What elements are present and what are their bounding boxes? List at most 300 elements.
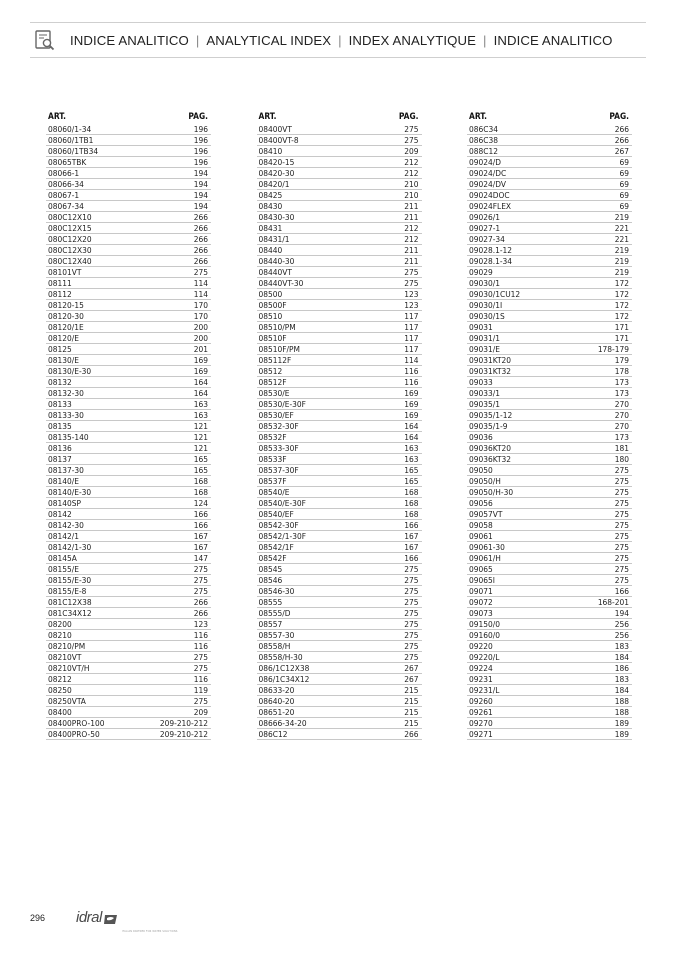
index-row — [467, 630, 632, 641]
page-ref: 275 — [614, 476, 629, 486]
page-ref: 166 — [193, 509, 208, 519]
page-ref: 124 — [193, 498, 208, 508]
index-row — [467, 289, 632, 300]
index-row — [46, 498, 211, 509]
index-row — [467, 597, 632, 608]
index-row — [257, 212, 422, 223]
page-ref: 256 — [614, 619, 629, 629]
page-ref: 275 — [404, 564, 419, 574]
page-ref: 211 — [404, 201, 419, 211]
index-row — [467, 135, 632, 146]
index-row — [257, 223, 422, 234]
page-ref: 123 — [193, 619, 208, 629]
page-ref: 169 — [193, 366, 208, 376]
page-ref: 201 — [193, 344, 208, 354]
index-row — [467, 619, 632, 630]
page-ref: 164 — [193, 377, 208, 387]
page-ref: 116 — [193, 674, 208, 684]
article-code: 08542F — [258, 553, 287, 563]
article-code: 09061/H — [469, 553, 501, 563]
article-code: 08112 — [48, 289, 72, 299]
index-row — [257, 421, 422, 432]
article-code: 08651-20 — [258, 707, 295, 717]
index-row — [257, 630, 422, 641]
page-ref: 275 — [404, 575, 419, 585]
index-row — [46, 553, 211, 564]
index-row — [467, 421, 632, 432]
page-ref: 167 — [404, 542, 419, 552]
article-code: 09071 — [469, 586, 493, 596]
page-ref: 275 — [404, 278, 419, 288]
page-ref: 275 — [404, 586, 419, 596]
article-code: 08420/1 — [258, 179, 290, 189]
article-code: 08133 — [48, 399, 72, 409]
index-column — [46, 111, 211, 740]
index-row — [467, 531, 632, 542]
article-code: 08510F — [258, 333, 287, 343]
page-ref: 266 — [193, 234, 208, 244]
article-code: 08250VTA — [48, 696, 86, 706]
page-ref: 184 — [614, 685, 629, 695]
page-ref: 219 — [614, 256, 629, 266]
index-row — [467, 322, 632, 333]
index-row — [257, 641, 422, 652]
article-code: 09073 — [469, 608, 493, 618]
index-row — [467, 608, 632, 619]
index-row — [467, 179, 632, 190]
index-row — [467, 586, 632, 597]
article-code: 08210VT — [48, 652, 82, 662]
page-ref: 114 — [404, 355, 419, 365]
article-code: 08430-30 — [258, 212, 295, 222]
article-code: 09270 — [469, 718, 493, 728]
index-row — [257, 278, 422, 289]
page-ref: 275 — [614, 553, 629, 563]
index-row — [46, 190, 211, 201]
index-row — [46, 201, 211, 212]
index-row — [257, 333, 422, 344]
index-row — [257, 300, 422, 311]
article-code: 09035/1-9 — [469, 421, 508, 431]
article-code: 09027-34 — [469, 234, 505, 244]
page-ref: 179 — [614, 355, 629, 365]
page-ref: 116 — [404, 366, 419, 376]
page-ref: 183 — [614, 641, 629, 651]
article-code: 08125 — [48, 344, 72, 354]
index-row — [46, 674, 211, 685]
page-ref: 169 — [404, 388, 419, 398]
index-row — [46, 388, 211, 399]
page-ref: 275 — [404, 597, 419, 607]
brand-tagline: ITALIAN PARTNER FOR WATER SOLUTIONS — [122, 930, 178, 933]
page-ref: 275 — [404, 652, 419, 662]
article-code: 09026/1 — [469, 212, 501, 222]
index-row — [46, 465, 211, 476]
index-row — [467, 245, 632, 256]
page-ref: 167 — [193, 531, 208, 541]
article-code: 09058 — [469, 520, 493, 530]
page-ref: 194 — [193, 168, 208, 178]
index-row — [46, 399, 211, 410]
index-row — [467, 377, 632, 388]
article-code: 08137-30 — [48, 465, 84, 475]
page-ref: 165 — [404, 465, 419, 475]
index-row — [46, 608, 211, 619]
article-code: 08555/D — [258, 608, 291, 618]
article-code: 08440-30 — [258, 256, 295, 266]
index-row — [257, 465, 422, 476]
index-row — [257, 344, 422, 355]
page-ref: 168 — [404, 509, 419, 519]
index-row — [257, 652, 422, 663]
page-ref: 212 — [404, 157, 419, 167]
page-ref: 170 — [193, 311, 208, 321]
page-ref: 167 — [404, 531, 419, 541]
article-code: 08540/E-30F — [258, 498, 306, 508]
page-ref: 117 — [404, 322, 419, 332]
article-code: 09050 — [469, 465, 493, 475]
index-row — [257, 366, 422, 377]
page-ref: 172 — [614, 289, 629, 299]
article-code: 081C12X38 — [48, 597, 92, 607]
article-code: 09029 — [469, 267, 493, 277]
art-header: ART. — [48, 111, 66, 121]
article-code: 08440VT — [258, 267, 292, 277]
page-ref: 266 — [193, 597, 208, 607]
index-row — [257, 146, 422, 157]
page-ref: 147 — [193, 553, 208, 563]
page-ref: 219 — [614, 245, 629, 255]
column-header — [467, 111, 632, 122]
article-code: 08542/1F — [258, 542, 294, 552]
article-code: 09150/0 — [469, 619, 501, 629]
page-ref: 266 — [193, 256, 208, 266]
page-ref: 275 — [404, 619, 419, 629]
article-code: 08066-1 — [48, 168, 80, 178]
index-row — [467, 498, 632, 509]
page-ref: 212 — [404, 234, 419, 244]
article-code: 08533F — [258, 454, 287, 464]
page-ref: 275 — [614, 531, 629, 541]
index-row — [46, 509, 211, 520]
page-ref: 275 — [193, 564, 208, 574]
page-ref: 116 — [193, 641, 208, 651]
page-ref: 270 — [614, 399, 629, 409]
page-ref: 275 — [193, 586, 208, 596]
article-code: 086C12 — [258, 729, 288, 739]
article-code: 09231 — [469, 674, 493, 684]
page-ref: 121 — [193, 443, 208, 453]
index-row — [467, 190, 632, 201]
index-row — [467, 465, 632, 476]
index-row — [467, 542, 632, 553]
article-code: 08510/PM — [258, 322, 296, 332]
page-ref: 209-210-212 — [159, 718, 208, 728]
index-row — [46, 377, 211, 388]
article-code: 09160/0 — [469, 630, 501, 640]
index-row — [46, 531, 211, 542]
index-row — [46, 542, 211, 553]
page-header — [30, 22, 646, 58]
index-row — [257, 289, 422, 300]
page-ref: 267 — [404, 674, 419, 684]
page-ref: 167 — [193, 542, 208, 552]
index-row — [467, 718, 632, 729]
article-code: 08557-30 — [258, 630, 295, 640]
article-code: 08060/1TB34 — [48, 146, 99, 156]
page-ref: 119 — [193, 685, 208, 695]
index-row — [467, 641, 632, 652]
index-row — [46, 355, 211, 366]
article-code: 08142 — [48, 509, 72, 519]
page-ref: 164 — [404, 421, 419, 431]
article-code: 08530/EF — [258, 410, 294, 420]
page-ref: 211 — [404, 245, 419, 255]
article-code: 08210 — [48, 630, 72, 640]
page-ref: 168 — [193, 476, 208, 486]
pag-header: PAG. — [398, 111, 419, 121]
index-row — [257, 135, 422, 146]
page-ref: 275 — [193, 575, 208, 585]
index-row — [467, 674, 632, 685]
article-code: 08140/E-30 — [48, 487, 92, 497]
page-ref: 189 — [614, 718, 629, 728]
article-code: 09033/1 — [469, 388, 501, 398]
article-code: 08067-34 — [48, 201, 84, 211]
brand-mark-icon — [104, 914, 118, 925]
page-ref: 209 — [193, 707, 208, 717]
index-row — [467, 663, 632, 674]
page-title — [70, 33, 612, 48]
article-code: 09024/D — [469, 157, 502, 167]
page-ref: 266 — [614, 135, 629, 145]
article-code: 08512F — [258, 377, 287, 387]
article-code: 08440 — [258, 245, 283, 255]
index-row — [46, 223, 211, 234]
article-code: 08666-34-20 — [258, 718, 307, 728]
index-row — [257, 201, 422, 212]
page-ref: 194 — [193, 190, 208, 200]
page-ref: 172 — [614, 278, 629, 288]
page-ref: 169 — [404, 410, 419, 420]
index-row — [467, 278, 632, 289]
page-ref: 173 — [614, 377, 629, 387]
index-row — [257, 179, 422, 190]
index-row — [46, 520, 211, 531]
index-row — [467, 696, 632, 707]
page-ref: 169 — [193, 355, 208, 365]
article-code: 09061 — [469, 531, 493, 541]
page-ref: 267 — [404, 663, 419, 673]
index-row — [46, 289, 211, 300]
article-code: 08155/E-30 — [48, 575, 92, 585]
index-row — [46, 146, 211, 157]
index-row — [467, 454, 632, 465]
page-ref: 209-210-212 — [159, 729, 208, 739]
article-code: 08133-30 — [48, 410, 84, 420]
index-row — [257, 553, 422, 564]
index-row — [257, 256, 422, 267]
article-code: 08512 — [258, 366, 283, 376]
index-row — [467, 388, 632, 399]
article-code: 09028.1-12 — [469, 245, 513, 255]
index-row — [46, 344, 211, 355]
article-code: 08545 — [258, 564, 283, 574]
index-row — [46, 421, 211, 432]
page-ref: 275 — [614, 542, 629, 552]
article-code: 08510F/PM — [258, 344, 300, 354]
index-row — [467, 707, 632, 718]
index-row — [467, 157, 632, 168]
page-ref: 116 — [193, 630, 208, 640]
pag-header: PAG. — [188, 111, 208, 121]
article-code: 08546-30 — [258, 586, 295, 596]
page-ref: 275 — [404, 124, 419, 134]
page-ref: 165 — [404, 476, 419, 486]
index-row — [467, 256, 632, 267]
article-code: 08120-30 — [48, 311, 84, 321]
column-header — [46, 111, 211, 122]
index-row — [467, 575, 632, 586]
article-code: 08212 — [48, 674, 72, 684]
article-code: 08200 — [48, 619, 72, 629]
article-code: 09024/DC — [469, 168, 507, 178]
page-footer — [30, 906, 178, 933]
index-row — [257, 410, 422, 421]
article-code: 08510 — [258, 311, 283, 321]
page-ref: 200 — [193, 322, 208, 332]
index-row — [257, 608, 422, 619]
index-row — [46, 278, 211, 289]
page-ref: 168 — [404, 498, 419, 508]
page-ref: 168 — [193, 487, 208, 497]
page-ref: 270 — [614, 410, 629, 420]
article-code: 08537F — [258, 476, 287, 486]
page-ref: 275 — [404, 267, 419, 277]
brand-wordmark: idral — [76, 909, 102, 926]
page-ref: 275 — [614, 509, 629, 519]
page-ref: 69 — [619, 190, 629, 200]
index-row — [257, 509, 422, 520]
title-it: INDICE ANALITICO — [70, 32, 189, 48]
article-code: 09036KT32 — [469, 454, 512, 464]
page-ref: 180 — [614, 454, 629, 464]
article-code: 08142/1 — [48, 531, 80, 541]
page-ref: 178-179 — [597, 344, 629, 354]
article-code: 09031 — [469, 322, 493, 332]
page-ref: 121 — [193, 421, 208, 431]
article-code: 08542/1-30F — [258, 531, 306, 541]
index-row — [257, 597, 422, 608]
page-ref: 210 — [404, 190, 419, 200]
index-row — [46, 322, 211, 333]
page-ref: 215 — [404, 696, 419, 706]
page-ref: 165 — [193, 465, 208, 475]
article-code: 08440VT-30 — [258, 278, 304, 288]
article-code: 08130/E — [48, 355, 79, 365]
index-row — [467, 267, 632, 278]
article-code: 08400PRO-50 — [48, 729, 100, 739]
page-ref: 163 — [404, 454, 419, 464]
page-ref: 69 — [619, 201, 629, 211]
index-row — [46, 245, 211, 256]
page-ref: 168-201 — [597, 597, 629, 607]
index-row — [467, 487, 632, 498]
article-code: 08431/1 — [258, 234, 290, 244]
page-ref: 188 — [614, 707, 629, 717]
article-code: 09024/DV — [469, 179, 506, 189]
index-row — [467, 476, 632, 487]
article-code: 08530/E-30F — [258, 399, 306, 409]
index-row — [46, 443, 211, 454]
index-row — [46, 696, 211, 707]
title-separator: | — [195, 32, 200, 48]
page-ref: 275 — [193, 696, 208, 706]
page-ref: 275 — [404, 641, 419, 651]
article-code: 09031/1 — [469, 333, 501, 343]
article-code: 08140SP — [48, 498, 81, 508]
index-row — [467, 212, 632, 223]
article-code: 09035/1-12 — [469, 410, 513, 420]
article-code: 09271 — [469, 729, 493, 739]
article-code: 08532-30F — [258, 421, 299, 431]
page-ref: 163 — [193, 410, 208, 420]
index-row — [46, 476, 211, 487]
index-row — [257, 476, 422, 487]
page-ref: 194 — [193, 179, 208, 189]
article-code: 08120/1E — [48, 322, 84, 332]
page-ref: 200 — [193, 333, 208, 343]
article-code: 09224 — [469, 663, 493, 673]
index-row — [46, 729, 211, 740]
page-ref: 173 — [614, 388, 629, 398]
page-ref: 209 — [404, 146, 419, 156]
page-ref: 117 — [404, 333, 419, 343]
page-ref: 275 — [614, 575, 629, 585]
page-ref: 266 — [193, 212, 208, 222]
article-code: 080C12X15 — [48, 223, 92, 233]
page-ref: 188 — [614, 696, 629, 706]
index-row — [46, 212, 211, 223]
page-ref: 194 — [614, 608, 629, 618]
article-code: 08425 — [258, 190, 283, 200]
article-code: 09065I — [469, 575, 495, 585]
index-row — [257, 377, 422, 388]
page-ref: 171 — [614, 322, 629, 332]
article-code: 09261 — [469, 707, 493, 717]
page-ref: 178 — [614, 366, 629, 376]
index-row — [467, 300, 632, 311]
index-row — [257, 234, 422, 245]
index-row — [46, 432, 211, 443]
index-table — [46, 111, 632, 740]
index-row — [46, 454, 211, 465]
article-code: 08065TBK — [48, 157, 87, 167]
page-ref: 221 — [614, 223, 629, 233]
page-ref: 212 — [404, 223, 419, 233]
article-code: 08530/E — [258, 388, 290, 398]
page-ref: 196 — [193, 135, 208, 145]
page-ref: 169 — [404, 399, 419, 409]
index-row — [257, 564, 422, 575]
index-row — [257, 168, 422, 179]
page-ref: 275 — [614, 564, 629, 574]
article-code: 086/1C12X38 — [258, 663, 310, 673]
page-ref: 166 — [404, 553, 419, 563]
article-code: 09036KT20 — [469, 443, 512, 453]
article-code: 08120/E — [48, 333, 79, 343]
index-row — [257, 487, 422, 498]
